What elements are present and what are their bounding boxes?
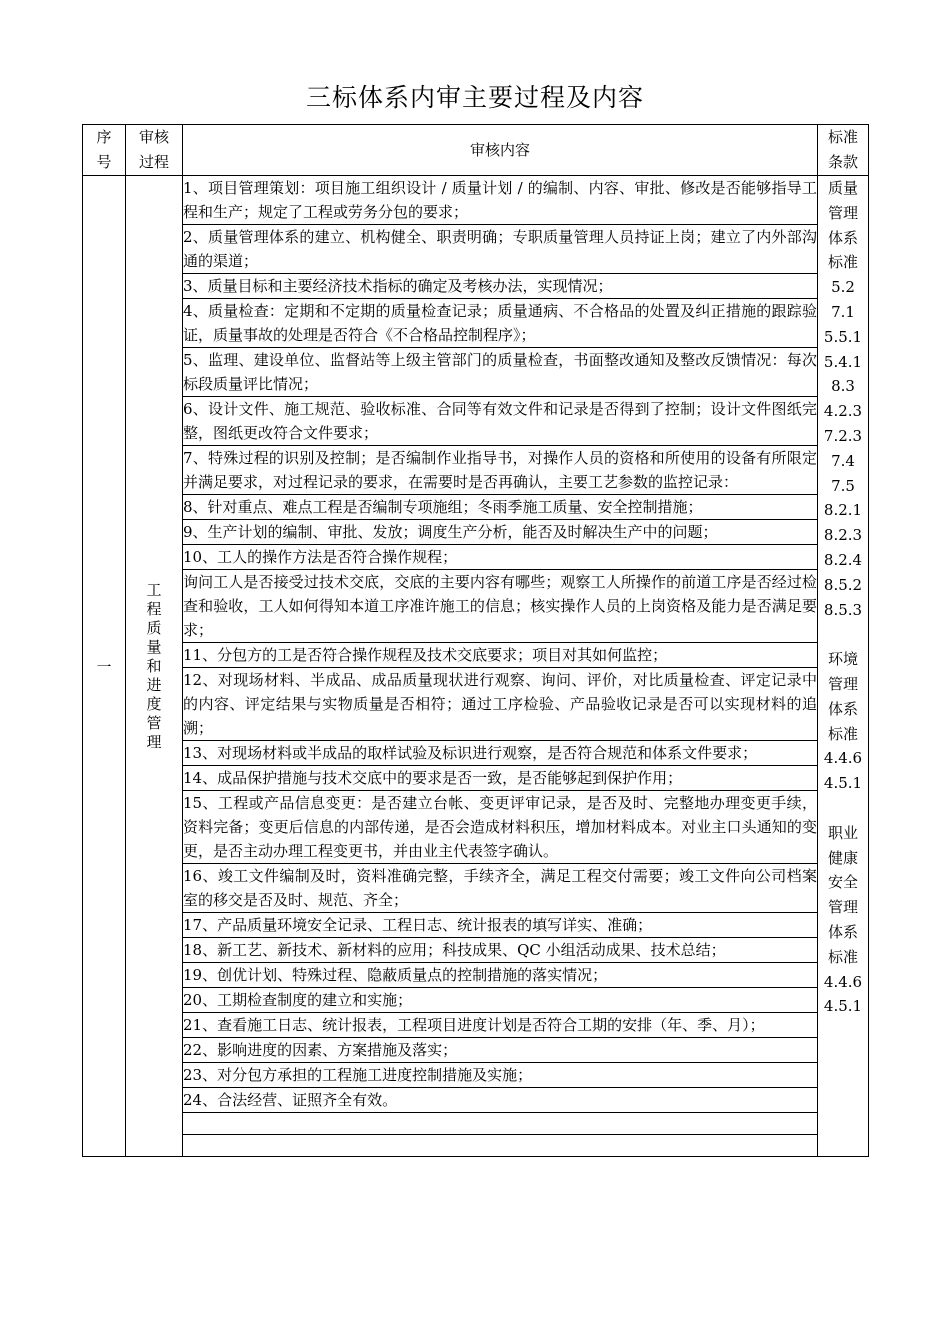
standard-clause: 5.5.1: [823, 327, 863, 346]
table-row: [83, 988, 869, 1013]
standard-clause: 8.2.4: [823, 550, 863, 569]
standard-clause: 7.4: [831, 451, 855, 470]
standard-clause: 体系: [827, 699, 858, 718]
audit-item: 11、分包方的工是否符合操作规程及技术交底要求；项目对其如何监控；: [183, 643, 818, 668]
header-row: [83, 125, 869, 176]
process-label: 工程质量和进度管理: [146, 580, 162, 751]
standard-clause: 8.2.3: [823, 526, 863, 545]
table-row: [83, 495, 869, 520]
audit-item: 4、质量检查：定期和不定期的质量检查记录；质量通病、不合格品的处置及纠正措施的跟踪验证，质量事故的处理是否符合《不合格品控制程序》；: [183, 299, 818, 348]
audit-item: 22、影响进度的因素、方案措施及落实；: [183, 1038, 818, 1063]
standard-clause: 7.2.3: [823, 426, 863, 445]
header-process-line: 过程: [138, 153, 169, 171]
standard-clause: 5.4.1: [823, 352, 863, 371]
header-process: [126, 125, 183, 176]
audit-item: 15、工程或产品信息变更：是否建立台帐、变更评审记录，是否及时、完整地办理变更手续，资料完备；变更后信息的内部传递，是否会造成材料积压，增加材料成本。对业主口头通知的变更，是否主动办理工程变更书，并由业主代表签字确认。: [183, 791, 818, 864]
table-row: [83, 643, 869, 668]
standard-clause: 标准: [827, 253, 858, 272]
standard-clause: 标准: [827, 724, 858, 743]
table-row: [83, 520, 869, 545]
table-row: [83, 1013, 869, 1038]
header-seq-line: 号: [96, 153, 112, 171]
audit-item: 10、工人的操作方法是否符合操作规程；: [183, 545, 818, 570]
standard-clause: 8.2.1: [823, 501, 863, 520]
standard-clause: 体系: [827, 228, 858, 247]
standard-clause: 5.2: [831, 278, 855, 297]
standard-cell: [818, 176, 869, 1157]
standard-clause: 8.5.3: [823, 600, 863, 619]
table-row: [83, 1063, 869, 1088]
standard-clause: [818, 796, 868, 821]
table-row: [83, 225, 869, 274]
header-standard: [818, 125, 869, 176]
audit-item: 23、对分包方承担的工程施工进度控制措施及实施；: [183, 1063, 818, 1088]
audit-item: 7、特殊过程的识别及控制；是否编制作业指导书，对操作人员的资格和所使用的设备有所限定并满足要求，对过程记录的要求，在需要时是否再确认，主要工艺参数的监控记录：: [183, 446, 818, 495]
table-row: [83, 938, 869, 963]
table-row: [83, 176, 869, 225]
standard-clause: 4.5.1: [823, 997, 863, 1016]
table-row: [83, 397, 869, 446]
audit-item: 询问工人是否接受过技术交底，交底的主要内容有哪些；观察工人所操作的前道工序是否经过检查和验收，工人如何得知本道工序准许施工的信息；核实操作人员的上岗资格及能力是否满足要求；: [183, 570, 818, 643]
standard-clause: 4.4.6: [823, 972, 863, 991]
standard-clause: 8.5.2: [823, 575, 863, 594]
table-row: [83, 791, 869, 864]
table-body: [83, 176, 869, 1157]
standard-clause: 4.4.6: [823, 749, 863, 768]
table-row: [83, 446, 869, 495]
audit-item: [183, 1135, 818, 1157]
audit-item: 2、质量管理体系的建立、机构健全、职责明确；专职质量管理人员持证上岗；建立了内外部沟通的渠道；: [183, 225, 818, 274]
header-seq-line: 序: [96, 128, 112, 146]
standard-clause: [818, 622, 868, 647]
standard-clause: 职业: [827, 823, 858, 842]
table-row: [83, 274, 869, 299]
table-row: [83, 348, 869, 397]
standard-clause: 管理: [827, 203, 858, 222]
table-row: [83, 570, 869, 643]
audit-item: 21、查看施工日志、统计报表，工程项目进度计划是否符合工期的安排（年、季、月）；: [183, 1013, 818, 1038]
table-row: [83, 1135, 869, 1157]
audit-item: 1、项目管理策划：项目施工组织设计 / 质量计划 / 的编制、内容、审批、修改是否能够指导工程和生产；规定了工程或劳务分包的要求；: [183, 176, 818, 225]
audit-item: 18、新工艺、新技术、新材料的应用；科技成果、QC 小组活动成果、技术总结；: [183, 938, 818, 963]
table-row: [83, 299, 869, 348]
table-row: [83, 1088, 869, 1113]
audit-item: 6、设计文件、施工规范、验收标准、合同等有效文件和记录是否得到了控制；设计文件图纸完整，图纸更改符合文件要求；: [183, 397, 818, 446]
standard-clause: 7.5: [831, 476, 855, 495]
header-content: 审核内容: [183, 125, 818, 176]
audit-item: 24、合法经营、证照齐全有效。: [183, 1088, 818, 1113]
standard-clause: 质量: [827, 179, 858, 197]
table-row: [83, 1113, 869, 1135]
standard-clause: 4.2.3: [823, 402, 863, 421]
header-seq: [83, 125, 126, 176]
table-row: [83, 963, 869, 988]
audit-item: 14、成品保护措施与技术交底中的要求是否一致，是否能够起到保护作用；: [183, 766, 818, 791]
header-standard-line: 条款: [827, 153, 858, 171]
table-row: [83, 913, 869, 938]
audit-item: 20、工期检查制度的建立和实施；: [183, 988, 818, 1013]
table-row: [83, 864, 869, 913]
table-row: [83, 766, 869, 791]
audit-table: [82, 124, 869, 1157]
table-row: [83, 545, 869, 570]
standard-clause: 健康: [827, 848, 858, 867]
audit-item: 3、质量目标和主要经济技术指标的确定及考核办法，实现情况；: [183, 274, 818, 299]
audit-item: 16、竣工文件编制及时，资料准确完整，手续齐全，满足工程交付需要；竣工文件向公司档案室的移交是否及时、规范、齐全；: [183, 864, 818, 913]
audit-item: 13、对现场材料或半成品的取样试验及标识进行观察，是否符合规范和体系文件要求；: [183, 741, 818, 766]
table-row: [83, 741, 869, 766]
header-process-line: 审核: [138, 128, 169, 146]
standard-clause: 管理: [827, 898, 858, 917]
standard-clause: 8.3: [831, 377, 855, 396]
standard-clause: 标准: [827, 947, 858, 966]
table-row: [83, 668, 869, 741]
standard-clause: 4.5.1: [823, 774, 863, 793]
audit-item: 17、产品质量环境安全记录、工程日志、统计报表的填写详实、准确；: [183, 913, 818, 938]
audit-item: 12、对现场材料、半成品、成品质量现状进行观察、询问、评价，对比质量检查、评定记录中的内容、评定结果与实物质量是否相符；通过工序检验、产品验收记录是否可以实现材料的追溯；: [183, 668, 818, 741]
audit-item: 8、针对重点、难点工程是否编制专项施组；冬雨季施工质量、安全控制措施；: [183, 495, 818, 520]
table-row: [83, 1038, 869, 1063]
standard-clause: 环境: [827, 650, 858, 669]
seq-cell: 一: [83, 176, 126, 1157]
process-cell: [126, 176, 183, 1157]
page-title: 三标体系内审主要过程及内容: [305, 83, 644, 112]
standard-clause: 体系: [827, 922, 858, 941]
audit-item: 5、监理、建设单位、监督站等上级主管部门的质量检查，书面整改通知及整改反馈情况：每次标段质量评比情况；: [183, 348, 818, 397]
standard-clause: 安全: [827, 873, 858, 892]
audit-item: 19、创优计划、特殊过程、隐蔽质量点的控制措施的落实情况；: [183, 963, 818, 988]
standard-clause: 管理: [827, 674, 858, 693]
header-standard-line: 标准: [827, 128, 858, 146]
standard-clause: 7.1: [831, 302, 855, 321]
audit-item: [183, 1113, 818, 1135]
audit-item: 9、生产计划的编制、审批、发放；调度生产分析，能否及时解决生产中的问题；: [183, 520, 818, 545]
